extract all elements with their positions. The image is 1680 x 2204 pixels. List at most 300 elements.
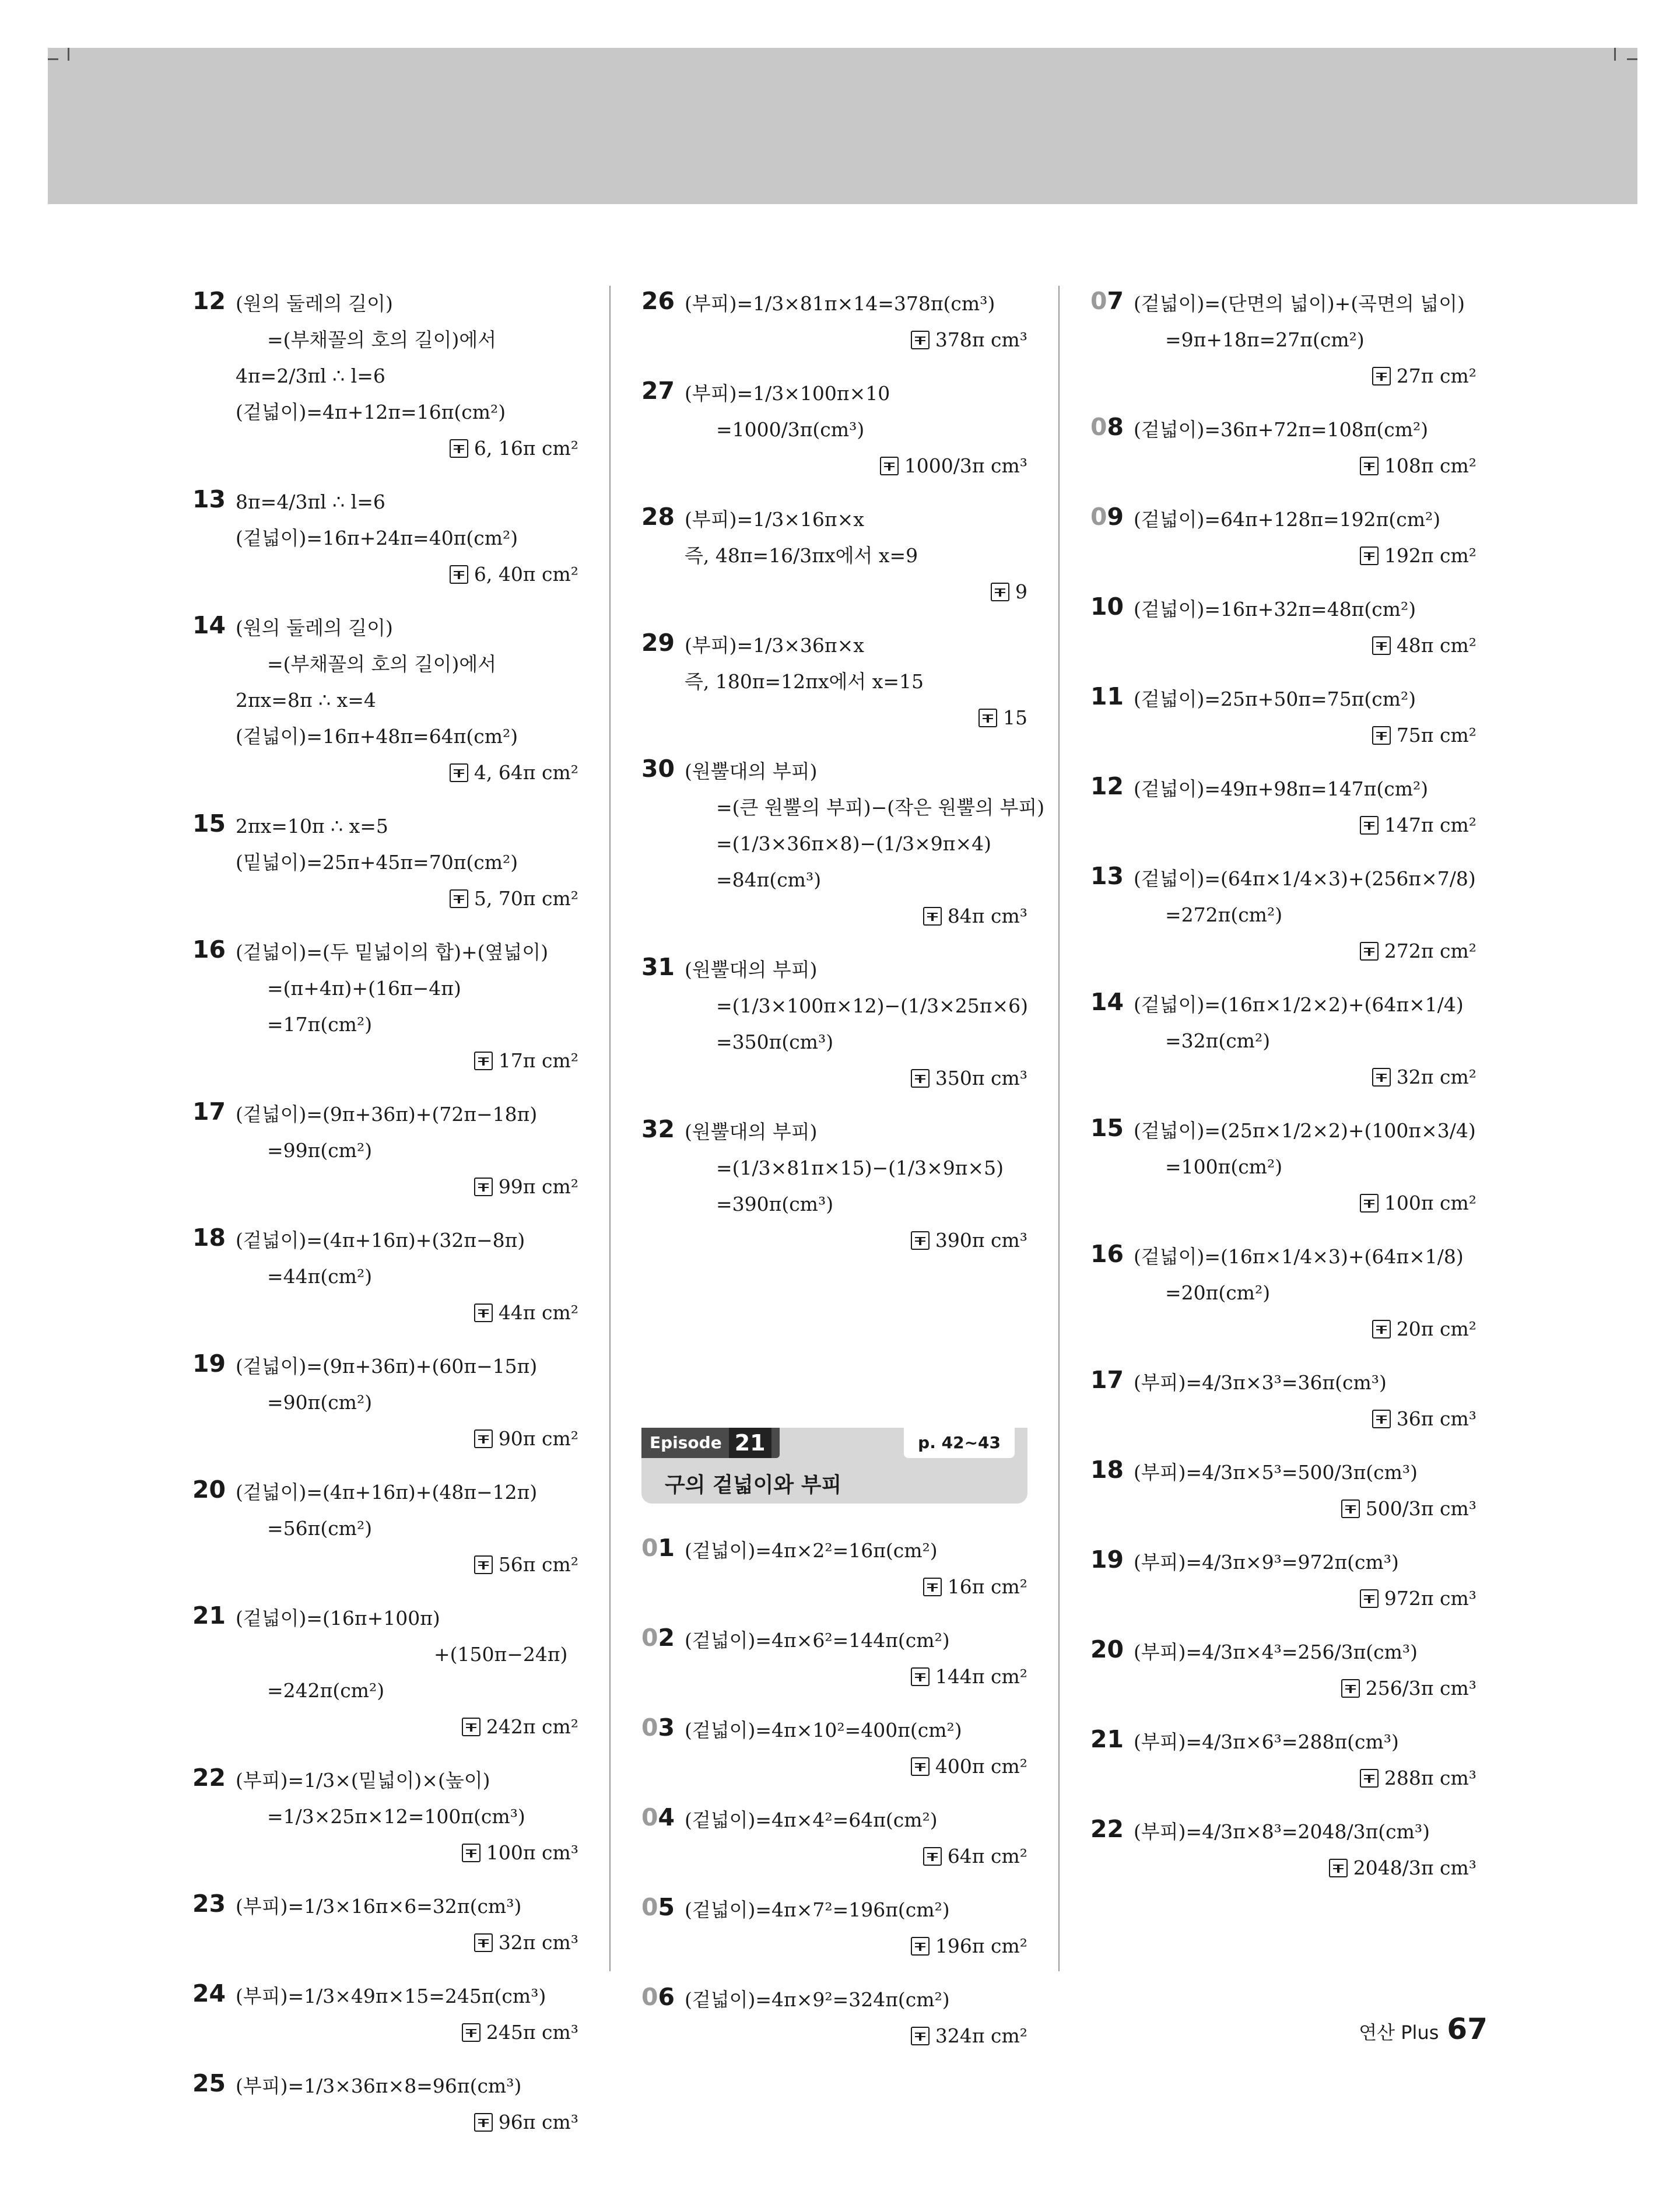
answer-line <box>236 1169 578 1205</box>
answer-value: 6, 40π cm² <box>474 563 578 586</box>
problem-number: 11 <box>1090 682 1124 710</box>
crop-mark <box>68 48 69 61</box>
problem-number: 14 <box>192 611 226 639</box>
answer-value: 147π cm² <box>1384 814 1476 836</box>
answer-line <box>1134 358 1476 394</box>
answer-icon <box>923 1578 942 1596</box>
answer-icon <box>462 2023 480 2042</box>
problem-number: 19 <box>192 1350 226 1378</box>
episode-title: 구의 겉넓이와 부피 <box>665 1473 842 1497</box>
problem-number: 20 <box>192 1476 226 1504</box>
answer-icon <box>1372 726 1391 745</box>
problem-item <box>641 286 1027 358</box>
solution-line: (원의 둘레의 길이) <box>236 616 393 639</box>
solution-line: (원뿔대의 부피) <box>685 760 818 783</box>
problem-item <box>192 934 578 1079</box>
answer-icon <box>1360 457 1379 475</box>
answer-value: 96π cm³ <box>498 2111 578 2133</box>
problem-item <box>641 376 1027 484</box>
problem-number-lead: 0 <box>641 1803 658 1831</box>
solution-line: =90π(cm²) <box>267 1391 373 1414</box>
problem-item <box>1090 1544 1476 1617</box>
answer-line <box>1134 933 1476 969</box>
solution-line: =272π(cm²) <box>1165 903 1283 926</box>
answer-value: 390π cm³ <box>935 1229 1027 1252</box>
solution-line: (겉넓이)=36π+72π=108π(cm²) <box>1134 418 1429 441</box>
problem-item <box>192 1763 578 1871</box>
answer-icon <box>1372 1410 1391 1428</box>
problem-item <box>192 1888 578 1961</box>
solution-line: =100π(cm²) <box>1165 1155 1283 1178</box>
answer-line <box>685 1659 1027 1695</box>
problem-item <box>192 484 578 593</box>
problem-item <box>192 808 578 917</box>
problem-number: 18 <box>192 1224 226 1252</box>
answer-icon <box>1360 816 1379 835</box>
solution-line: (부피)=1/3×36π×x <box>685 634 864 657</box>
solution-line: (겉넓이)=16π+24π=40π(cm²) <box>236 527 518 549</box>
answer-column-middle <box>641 286 1045 2072</box>
answer-icon <box>462 1718 480 1736</box>
problem-number <box>641 1803 675 1831</box>
problem-item <box>192 1600 578 1745</box>
problem-number <box>1090 503 1124 531</box>
answer-line <box>236 1925 578 1961</box>
solution-line: (부피)=4/3π×6³=288π(cm³) <box>1134 1730 1399 1753</box>
solution-line: =32π(cm²) <box>1165 1029 1271 1052</box>
problem-number-digit: 4 <box>658 1803 675 1831</box>
solution-line: =1000/3π(cm³) <box>716 418 865 441</box>
solution-line: (겉넓이)=4π×7²=196π(cm²) <box>685 1898 950 1921</box>
problem-number: 21 <box>1090 1725 1124 1753</box>
problem-number <box>641 1534 675 1562</box>
answer-value: 64π cm² <box>947 1845 1027 1867</box>
solution-line: =99π(cm²) <box>267 1139 373 1162</box>
problem-number: 32 <box>641 1115 675 1143</box>
answer-value: 90π cm² <box>498 1427 578 1450</box>
answer-value: 9 <box>1015 580 1027 603</box>
answer-line <box>236 556 578 593</box>
answer-icon <box>450 763 468 782</box>
problem-number-digit: 6 <box>658 1983 675 2011</box>
solution-line: (겉넓이)=(4π+16π)+(48π−12π) <box>236 1481 538 1504</box>
problem-item <box>641 502 1027 610</box>
answer-value: 56π cm² <box>498 1553 578 1576</box>
problem-number: 31 <box>641 953 675 981</box>
problem-item <box>192 1222 578 1331</box>
problem-number: 30 <box>641 755 675 783</box>
problem-item <box>1090 1814 1476 1886</box>
answer-value: 196π cm² <box>935 1935 1027 1957</box>
episode-tag <box>641 1428 780 1458</box>
solution-line: 2πx=8π ∴ x=4 <box>236 689 376 712</box>
answer-icon <box>1341 1679 1360 1698</box>
problem-number: 28 <box>641 503 675 531</box>
solution-line: +(150π−24π) <box>434 1643 568 1666</box>
problem-number: 24 <box>192 1979 226 2007</box>
problem-item <box>1090 286 1476 394</box>
problem-number-lead: 0 <box>1090 503 1107 531</box>
solution-line: 2πx=10π ∴ x=5 <box>236 815 388 838</box>
problem-item <box>1090 861 1476 969</box>
answer-line <box>685 1060 1027 1096</box>
answer-icon <box>911 1069 930 1088</box>
problem-number: 23 <box>192 1890 226 1918</box>
solution-line: (원뿔대의 부피) <box>685 958 818 981</box>
problem-number: 29 <box>641 629 675 657</box>
problem-item <box>192 1474 578 1583</box>
problem-number: 21 <box>192 1602 226 1630</box>
problem-item <box>641 1712 1027 1785</box>
problem-number-lead: 0 <box>641 1534 658 1562</box>
answer-line <box>685 1749 1027 1785</box>
solution-line: (부피)=1/3×36π×8=96π(cm³) <box>236 2075 522 2097</box>
problem-number: 20 <box>1090 1635 1124 1663</box>
problem-number: 10 <box>1090 593 1124 621</box>
problem-number <box>1090 287 1124 315</box>
answer-icon <box>1372 367 1391 386</box>
answer-line <box>1134 1670 1476 1707</box>
page-footer <box>1359 2012 1488 2046</box>
problem-number: 22 <box>192 1764 226 1792</box>
answer-line <box>685 898 1027 934</box>
problem-item <box>1090 771 1476 843</box>
solution-line: (부피)=4/3π×8³=2048/3π(cm³) <box>1134 1820 1430 1843</box>
answer-icon <box>923 907 942 926</box>
solution-line: (부피)=1/3×16π×x <box>685 508 864 531</box>
answer-value: 192π cm² <box>1384 544 1476 567</box>
answer-line <box>1134 538 1476 574</box>
problem-item <box>1090 681 1476 754</box>
answer-line <box>236 1547 578 1583</box>
problem-item <box>641 1802 1027 1874</box>
problem-item <box>1090 1239 1476 1347</box>
answer-value: 75π cm² <box>1396 724 1476 747</box>
solution-line: (겉넓이)=64π+128π=192π(cm²) <box>1134 508 1441 531</box>
answer-line <box>685 700 1027 736</box>
problem-number: 26 <box>641 287 675 315</box>
solution-line: (겉넓이)=(단면의 넓이)+(곡면의 넓이) <box>1134 292 1465 315</box>
answer-icon <box>991 583 1009 601</box>
answer-value: 4, 64π cm² <box>474 761 578 784</box>
solution-line: (부피)=4/3π×4³=256/3π(cm³) <box>1134 1641 1418 1663</box>
answer-line <box>236 1043 578 1079</box>
solution-line: (겉넓이)=4π×4²=64π(cm²) <box>685 1809 938 1831</box>
answer-value: 242π cm² <box>486 1715 578 1738</box>
problem-number-lead: 0 <box>1090 413 1107 441</box>
solution-line: (겉넓이)=4π×10²=400π(cm²) <box>685 1719 962 1742</box>
solution-line: =(1/3×36π×8)−(1/3×9π×4) <box>716 832 991 855</box>
problem-item <box>1090 1724 1476 1796</box>
problem-number: 15 <box>192 810 226 838</box>
answer-value: 256/3π cm³ <box>1365 1677 1476 1700</box>
problem-number: 16 <box>192 935 226 963</box>
answer-icon <box>474 1304 493 1322</box>
answer-icon <box>1372 1320 1391 1338</box>
problem-item <box>641 628 1027 736</box>
problem-item <box>641 1623 1027 1695</box>
answer-line <box>685 1569 1027 1605</box>
problem-item <box>641 1982 1027 2054</box>
answer-line <box>1134 448 1476 484</box>
answer-value: 350π cm³ <box>935 1067 1027 1089</box>
answer-value: 245π cm³ <box>486 2021 578 2044</box>
problem-number-digit: 8 <box>1107 413 1124 441</box>
solution-line: (겉넓이)=(두 밑넓이의 합)+(옆넓이) <box>236 941 549 963</box>
solution-line: =84π(cm³) <box>716 868 822 891</box>
episode-label: Episode <box>650 1433 722 1452</box>
answer-line <box>685 1928 1027 1964</box>
problem-number <box>641 1983 675 2011</box>
answer-value: 500/3π cm³ <box>1365 1497 1476 1520</box>
answer-icon <box>1360 1589 1379 1608</box>
answer-line <box>1134 717 1476 754</box>
answer-icon <box>911 1937 930 1956</box>
solution-line: =17π(cm²) <box>267 1013 373 1036</box>
solution-line: 4π=2/3πl ∴ l=6 <box>236 365 385 387</box>
solution-line: =242π(cm²) <box>267 1679 385 1702</box>
answer-line <box>236 1835 578 1871</box>
answer-value: 6, 16π cm² <box>474 437 578 460</box>
answer-line <box>236 881 578 917</box>
solution-line: 즉, 48π=16/3πx에서 x=9 <box>685 544 918 567</box>
answer-icon <box>911 1667 930 1686</box>
problem-item <box>192 1096 578 1205</box>
answer-value: 44π cm² <box>498 1301 578 1324</box>
answer-icon <box>1329 1859 1348 1877</box>
solution-line: =44π(cm²) <box>267 1265 373 1288</box>
solution-line: =(부채꼴의 호의 길이)에서 <box>267 328 497 351</box>
answer-icon <box>978 709 997 727</box>
problem-number: 17 <box>192 1098 226 1126</box>
solution-line: (겉넓이)=4π×6²=144π(cm²) <box>685 1629 950 1652</box>
answer-line <box>685 322 1027 358</box>
answer-icon <box>1372 1068 1391 1087</box>
solution-line: (겉넓이)=(9π+36π)+(60π−15π) <box>236 1355 538 1378</box>
answer-line <box>236 1421 578 1457</box>
answer-value: 972π cm³ <box>1384 1587 1476 1610</box>
answer-icon <box>474 1933 493 1952</box>
answer-icon <box>450 889 468 908</box>
problem-number-digit: 9 <box>1107 503 1124 531</box>
problem-number <box>641 1714 675 1742</box>
problem-number-lead: 0 <box>641 1624 658 1652</box>
problem-item <box>1090 1634 1476 1707</box>
problem-number: 14 <box>1090 988 1124 1016</box>
answer-line <box>1134 1581 1476 1617</box>
problem-item <box>641 754 1045 934</box>
answer-line <box>236 755 578 791</box>
solution-line: (부피)=1/3×(밑넓이)×(높이) <box>236 1769 490 1792</box>
problem-item <box>1090 591 1476 664</box>
page-number: 67 <box>1447 2012 1488 2046</box>
answer-value: 144π cm² <box>935 1665 1027 1688</box>
answer-value: 108π cm² <box>1384 454 1476 477</box>
problem-number <box>1090 413 1124 441</box>
problem-item <box>641 1114 1027 1259</box>
answer-value: 100π cm² <box>1384 1192 1476 1214</box>
problem-number: 13 <box>192 485 226 513</box>
answer-value: 32π cm³ <box>498 1931 578 1954</box>
crop-mark <box>1627 58 1637 60</box>
answer-value: 288π cm³ <box>1384 1767 1476 1789</box>
problem-item <box>641 1892 1027 1964</box>
problem-number-lead: 0 <box>641 1893 658 1921</box>
problem-number: 17 <box>1090 1366 1124 1394</box>
answer-value: 20π cm² <box>1396 1318 1476 1340</box>
solution-line: (겉넓이)=4π+12π=16π(cm²) <box>236 401 506 423</box>
problem-number: 15 <box>1090 1114 1124 1142</box>
answer-value: 5, 70π cm² <box>474 887 578 910</box>
answer-icon <box>911 331 930 349</box>
solution-line: 8π=4/3πl ∴ l=6 <box>236 490 385 513</box>
solution-line: (겉넓이)=(4π+16π)+(32π−8π) <box>236 1229 525 1252</box>
answer-line <box>1134 1850 1476 1886</box>
solution-line: (겉넓이)=(16π×1/4×3)+(64π×1/8) <box>1134 1245 1464 1268</box>
problem-item <box>1090 1455 1476 1527</box>
answer-line <box>236 2014 578 2051</box>
header-band <box>48 48 1637 204</box>
answer-icon <box>911 2027 930 2045</box>
answer-line <box>1134 1760 1476 1796</box>
solution-line: (겉넓이)=(16π×1/2×2)+(64π×1/4) <box>1134 993 1464 1016</box>
answer-value: 16π cm² <box>947 1575 1027 1598</box>
answer-icon <box>474 1555 493 1574</box>
answer-line <box>1134 1311 1476 1347</box>
answer-icon <box>923 1847 942 1866</box>
problem-number: 18 <box>1090 1456 1124 1484</box>
problem-item <box>192 2068 578 2140</box>
answer-icon <box>450 439 468 458</box>
problem-item <box>1090 1365 1476 1437</box>
problem-number: 13 <box>1090 862 1124 890</box>
answer-icon <box>462 1844 480 1862</box>
problem-number: 12 <box>1090 772 1124 800</box>
problem-item <box>641 1533 1027 1605</box>
answer-value: 400π cm² <box>935 1755 1027 1778</box>
answer-column-left <box>192 286 578 2158</box>
crop-mark <box>1614 48 1616 61</box>
problem-number: 27 <box>641 377 675 405</box>
solution-line: =1/3×25π×12=100π(cm³) <box>267 1805 525 1828</box>
answer-line <box>685 1838 1027 1874</box>
answer-icon <box>450 565 468 584</box>
problem-number-digit: 3 <box>658 1714 675 1742</box>
answer-value: 324π cm² <box>935 2024 1027 2047</box>
answer-icon <box>880 457 899 475</box>
problem-item <box>192 1348 578 1457</box>
solution-line: (부피)=1/3×49π×15=245π(cm³) <box>236 1985 546 2007</box>
problem-number <box>641 1624 675 1652</box>
problem-item <box>192 610 578 791</box>
problem-number-digit: 1 <box>658 1534 675 1562</box>
answer-value: 99π cm² <box>498 1175 578 1198</box>
problem-item <box>1090 1113 1476 1221</box>
answer-value: 17π cm² <box>498 1049 578 1072</box>
solution-line: (부피)=4/3π×9³=972π(cm³) <box>1134 1551 1399 1574</box>
solution-line: =(큰 원뿔의 부피)−(작은 원뿔의 부피) <box>716 796 1045 819</box>
solution-line: =(1/3×81π×15)−(1/3×9π×5) <box>716 1157 1004 1179</box>
answer-icon <box>474 1429 493 1448</box>
column-divider <box>609 286 611 1971</box>
solution-line: (부피)=1/3×16π×6=32π(cm³) <box>236 1895 522 1918</box>
solution-line: (겉넓이)=(25π×1/2×2)+(100π×3/4) <box>1134 1119 1476 1142</box>
crop-mark <box>48 58 58 60</box>
answer-value: 27π cm² <box>1396 365 1476 387</box>
solution-line: 즉, 180π=12πx에서 x=15 <box>685 670 924 693</box>
answer-line <box>236 2104 578 2140</box>
answer-value: 15 <box>1003 706 1027 729</box>
problem-number: 25 <box>192 2069 226 2097</box>
solution-line: (부피)=1/3×100π×10 <box>685 382 890 405</box>
solution-line: =(1/3×100π×12)−(1/3×25π×6) <box>716 994 1028 1017</box>
answer-line <box>1134 1401 1476 1437</box>
problem-item <box>1090 412 1476 484</box>
column-divider <box>1058 286 1060 1971</box>
problem-item <box>192 286 578 467</box>
problem-item <box>1090 502 1476 574</box>
answer-icon <box>1360 1194 1379 1213</box>
problem-number-digit: 2 <box>658 1624 675 1652</box>
answer-line <box>685 2018 1027 2054</box>
answer-icon <box>474 1178 493 1196</box>
solution-line: (겉넓이)=4π×9²=324π(cm²) <box>685 1988 950 2011</box>
answer-icon <box>1360 546 1379 565</box>
episode-header <box>641 1428 1027 1504</box>
solution-line: =9π+18π=27π(cm²) <box>1165 328 1365 351</box>
answer-line <box>1134 1491 1476 1527</box>
solution-line: (겉넓이)=49π+98π=147π(cm²) <box>1134 777 1429 800</box>
answer-value: 100π cm³ <box>486 1841 578 1864</box>
answer-icon <box>1341 1499 1360 1518</box>
solution-line: =20π(cm²) <box>1165 1281 1271 1304</box>
problem-number <box>641 1893 675 1921</box>
answer-line <box>1134 1185 1476 1221</box>
problem-number: 22 <box>1090 1815 1124 1843</box>
episode-pages: p. 42~43 <box>904 1428 1015 1458</box>
footer-label: 연산 Plus <box>1359 2021 1439 2044</box>
answer-icon <box>911 1757 930 1776</box>
answer-value: 84π cm³ <box>947 905 1027 927</box>
answer-value: 272π cm² <box>1384 940 1476 962</box>
problem-number: 16 <box>1090 1240 1124 1268</box>
solution-line: (겉넓이)=16π+48π=64π(cm²) <box>236 725 518 748</box>
solution-line: (부피)=4/3π×5³=500/3π(cm³) <box>1134 1461 1418 1484</box>
answer-line <box>1134 807 1476 843</box>
problem-number: 19 <box>1090 1546 1124 1574</box>
answer-value: 48π cm² <box>1396 634 1476 657</box>
solution-line: (밑넓이)=25π+45π=70π(cm²) <box>236 851 518 874</box>
solution-line: (겉넓이)=(16π+100π) <box>236 1607 440 1630</box>
answer-icon <box>911 1231 930 1250</box>
solution-line: (부피)=4/3π×3³=36π(cm³) <box>1134 1371 1387 1394</box>
problem-number: 12 <box>192 287 226 315</box>
answer-line <box>236 1709 578 1745</box>
answer-icon <box>474 1052 493 1070</box>
answer-column-right <box>1090 286 1476 1904</box>
solution-line: =56π(cm²) <box>267 1517 373 1540</box>
problem-item <box>192 1978 578 2051</box>
answer-icon <box>1360 942 1379 961</box>
answer-line <box>1134 628 1476 664</box>
answer-icon <box>474 2113 493 2132</box>
solution-line: =350π(cm³) <box>716 1031 834 1053</box>
problem-number-lead: 0 <box>641 1714 658 1742</box>
answer-icon <box>1360 1769 1379 1788</box>
solution-line: (겉넓이)=4π×2²=16π(cm²) <box>685 1539 938 1562</box>
problem-item <box>1090 987 1476 1095</box>
answer-value: 2048/3π cm³ <box>1353 1856 1476 1879</box>
